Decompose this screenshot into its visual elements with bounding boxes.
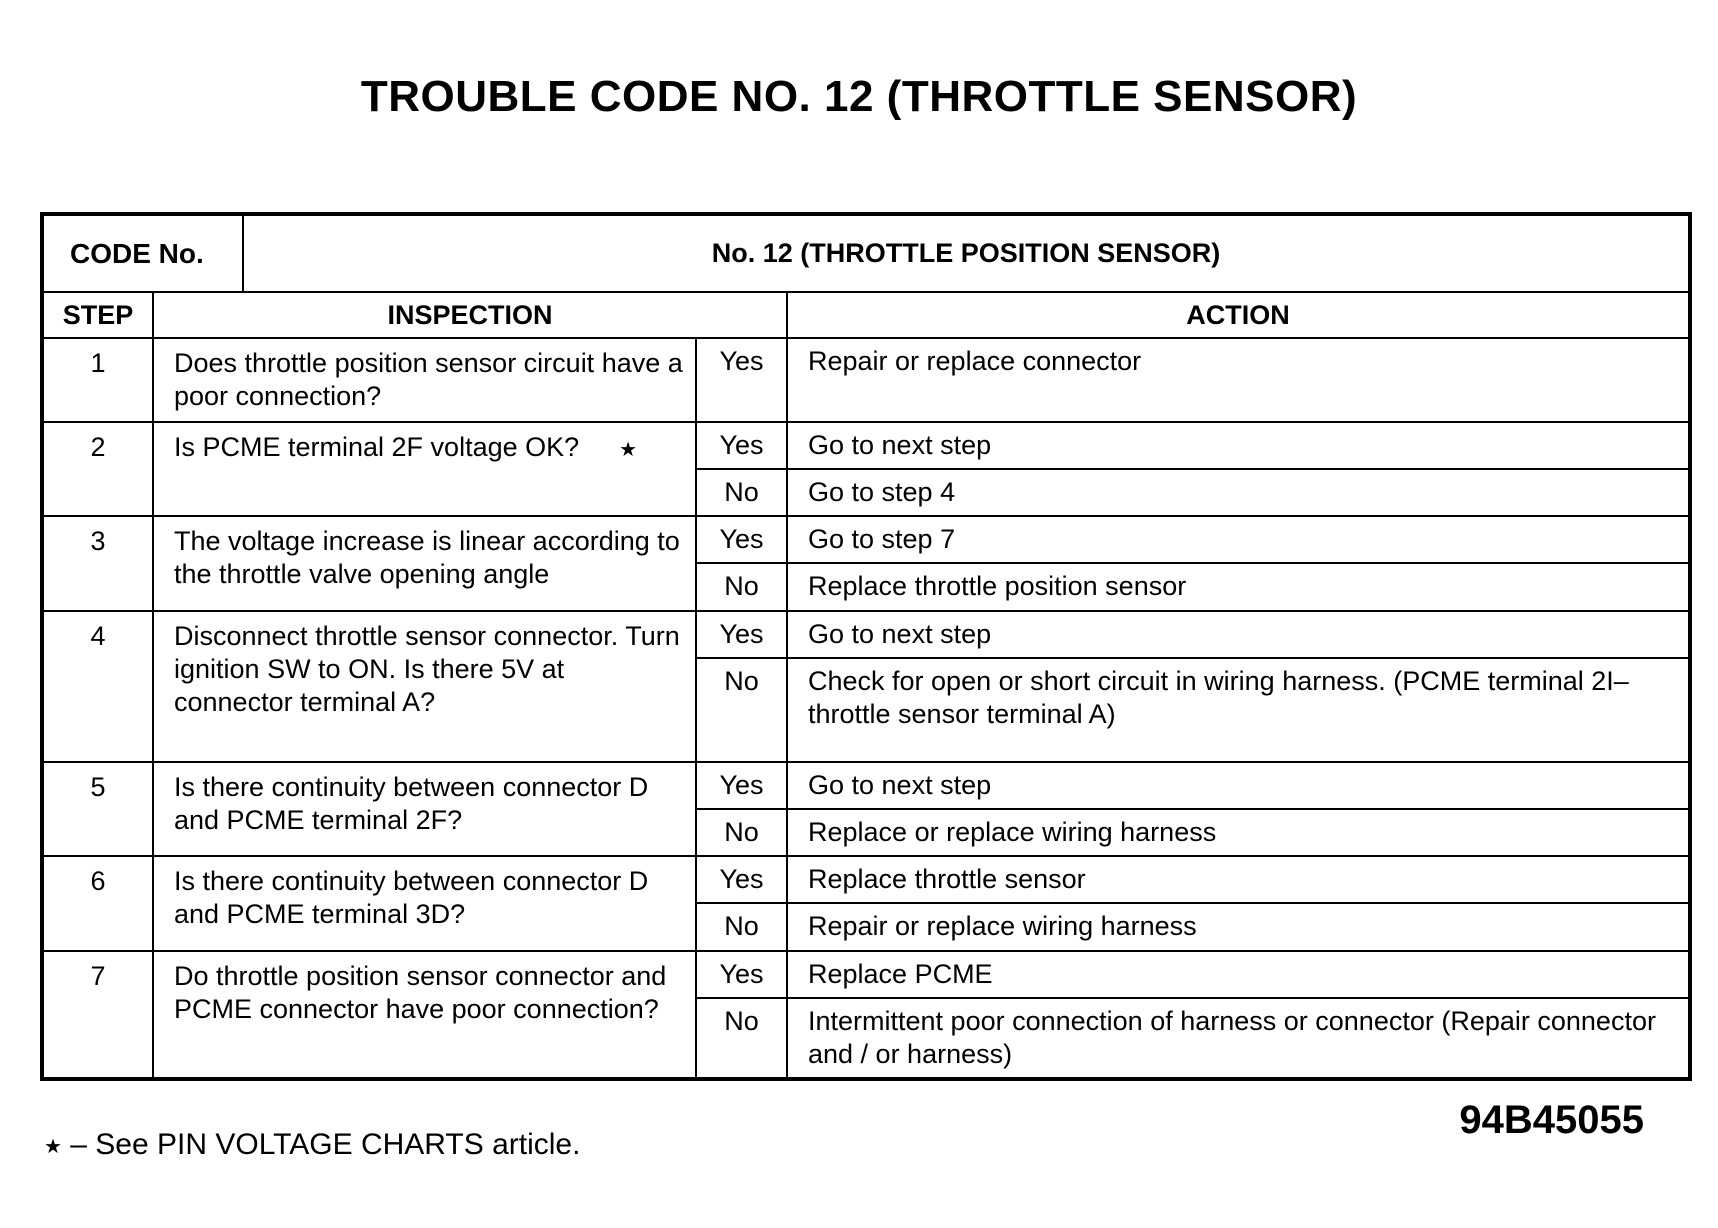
step-number: 7 [42,951,153,1079]
footnote [44,1128,580,1162]
step-number: 6 [42,856,153,951]
answer-cell: No [696,658,787,762]
answer-cell: Yes [696,762,787,809]
page-title: TROUBLE CODE NO. 12 (THROTTLE SENSOR) [360,72,1358,121]
step-number: 3 [42,516,153,611]
inspection-text: Is there continuity between connector D and PCME terminal 2F? [174,772,649,835]
action-cell: Go to next step [787,762,1690,809]
step-number: 5 [42,762,153,856]
inspection-text: The voltage increase is linear according to the throttle valve opening angle [174,526,680,589]
inspection-cell [153,422,696,516]
diagnostic-table [40,212,1692,1081]
answer-cell: Yes [696,856,787,903]
inspection-cell [153,611,696,762]
steps-body [42,338,1690,1079]
step-header: STEP [42,292,153,338]
inspection-header: INSPECTION [153,292,787,338]
action-cell: Replace throttle sensor [787,856,1690,903]
inspection-cell [153,856,696,951]
answer-cell: No [696,469,787,516]
table-row [42,951,1690,998]
inspection-text: Disconnect throttle sensor connector. Turn ignition SW to ON. Is there 5V at connector terminal A? [174,621,680,717]
step-number: 1 [42,338,153,422]
table-row [42,762,1690,809]
step-number: 2 [42,422,153,516]
action-cell: Go to step 7 [787,516,1690,563]
action-cell: Go to next step [787,611,1690,658]
step-number: 4 [42,611,153,762]
table-row [42,611,1690,658]
inspection-text: Does throttle position sensor circuit have a poor connection? [174,348,683,411]
table-row [42,856,1690,903]
answer-cell: Yes [696,338,787,422]
answer-cell: No [696,903,787,951]
inspection-text: Is there continuity between connector D and PCME terminal 3D? [174,866,649,929]
table-row [42,338,1690,422]
inspection-text: Is PCME terminal 2F voltage OK? [174,432,580,462]
answer-cell: Yes [696,611,787,658]
inspection-cell [153,762,696,856]
answer-cell: No [696,809,787,856]
answer-cell: No [696,563,787,611]
code-value: No. 12 (THROTTLE POSITION SENSOR) [243,214,1690,292]
action-cell: Replace PCME [787,951,1690,998]
code-label: CODE No. [42,214,243,292]
table-row [42,422,1690,469]
inspection-cell [153,951,696,1079]
action-cell: Repair or replace wiring harness [787,903,1690,951]
star-icon: ★ [619,439,638,461]
table-row [42,516,1690,563]
star-icon: ★ [44,1135,62,1158]
action-cell: Go to step 4 [787,469,1690,516]
action-cell: Replace or replace wiring harness [787,809,1690,856]
inspection-cell [153,338,696,422]
answer-cell: Yes [696,951,787,998]
action-cell: Check for open or short circuit in wiring harness. (PCME terminal 2I–throttle sensor terminal A) [787,658,1690,762]
answer-cell: Yes [696,422,787,469]
action-cell: Go to next step [787,422,1690,469]
inspection-text: Do throttle position sensor connector and PCME connector have poor connection? [174,961,667,1024]
answer-cell: Yes [696,516,787,563]
answer-cell: No [696,998,787,1079]
inspection-cell [153,516,696,611]
action-cell: Repair or replace connector [787,338,1690,422]
action-header: ACTION [787,292,1690,338]
action-cell: Intermittent poor connection of harness or connector (Repair connector and / or harness) [787,998,1690,1079]
figure-id: 94B45055 [1459,1098,1644,1142]
footnote-text: – See PIN VOLTAGE CHARTS article. [70,1128,581,1161]
action-cell: Replace throttle position sensor [787,563,1690,611]
